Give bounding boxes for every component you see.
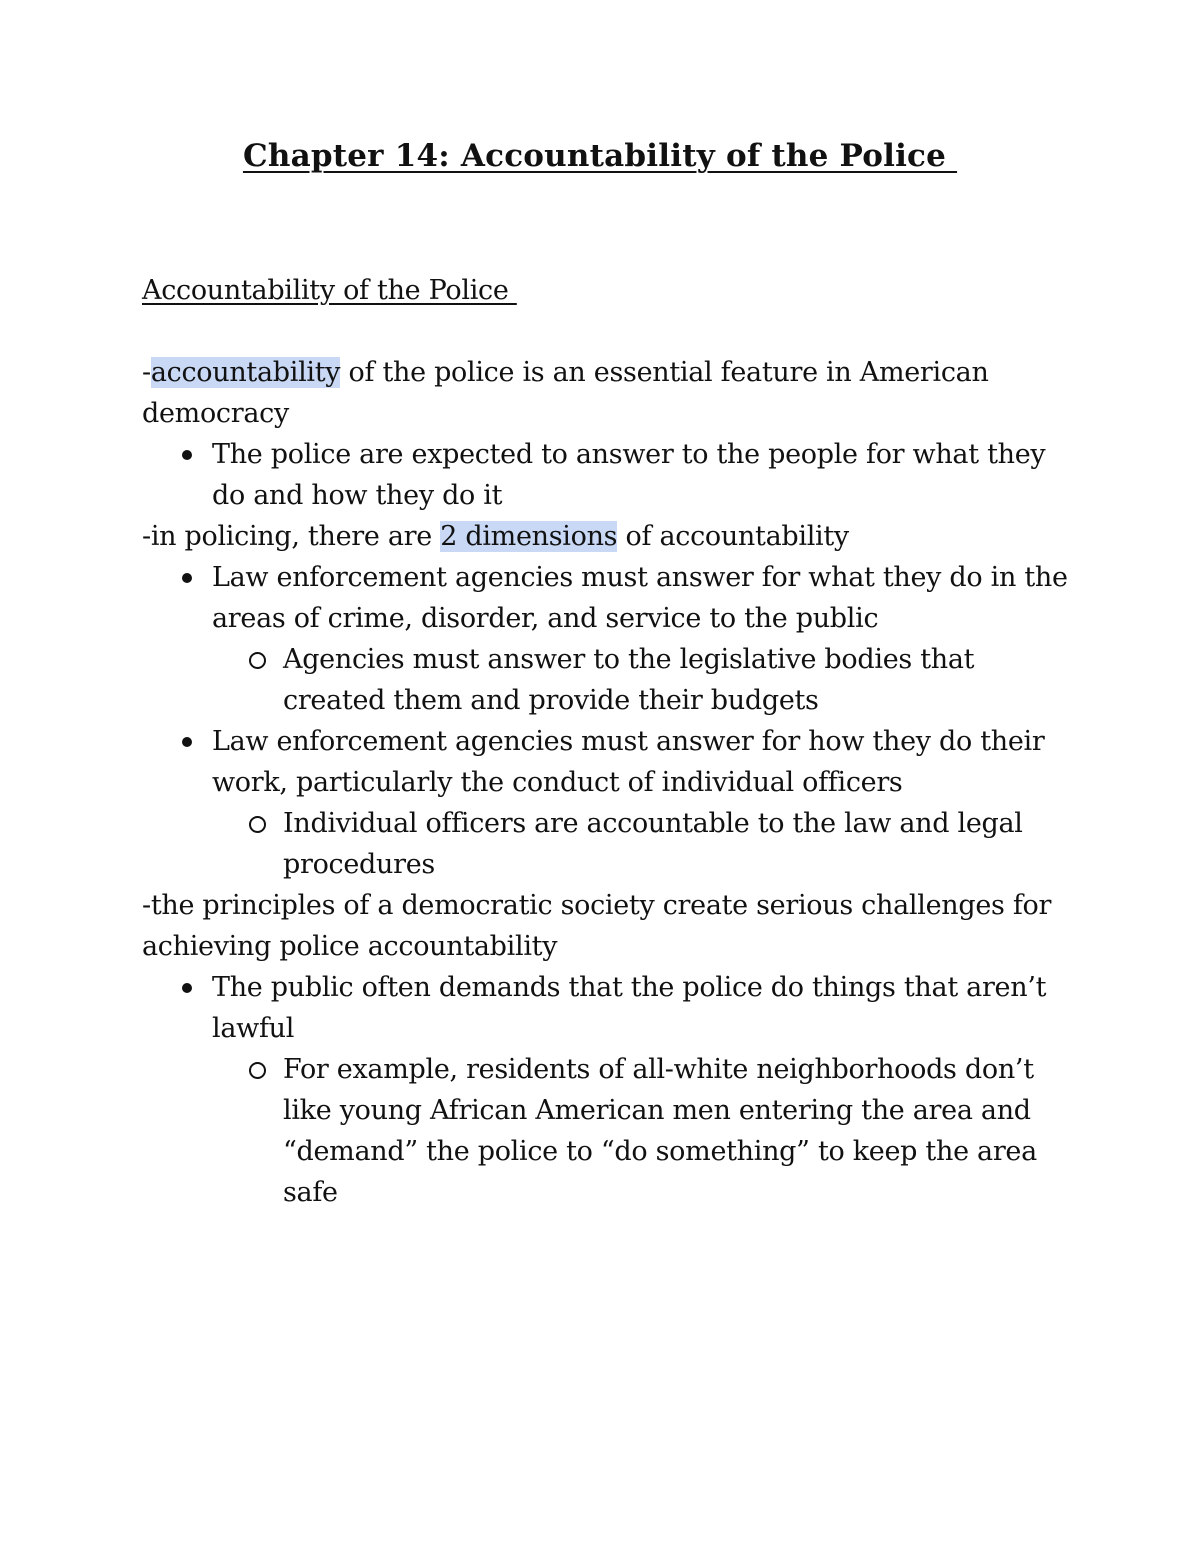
bullet-item: Law enforcement agencies must answer for how they do their work, particularly the conduct of individual officers xyxy=(142,721,1072,803)
sub-bullet-item: Agencies must answer to the legislative bodies that created them and provide their budgets xyxy=(142,639,1072,721)
blank-line xyxy=(142,311,1072,352)
paragraph-prefix: -in policing, there are xyxy=(142,521,441,552)
sub-bullet-item: Individual officers are accountable to the law and legal procedures xyxy=(142,803,1072,885)
highlighted-term: accountability xyxy=(150,357,341,388)
bullet-list xyxy=(142,967,1072,1213)
sub-bullet-item: For example, residents of all-white neighborhoods don’t like young African American men entering the area and “demand” the police to “do something” to keep the area safe xyxy=(142,1049,1072,1213)
highlighted-term: 2 dimensions xyxy=(440,521,618,552)
bullet-item: Law enforcement agencies must answer for what they do in the areas of crime, disorder, and service to the public xyxy=(142,557,1072,639)
paragraph-accountability xyxy=(142,352,1072,434)
paragraph-text: of accountability xyxy=(617,521,849,552)
paragraph-text: of the police is an essential feature in American democracy xyxy=(142,357,989,429)
paragraph-dimensions xyxy=(142,516,1072,557)
section-heading: Accountability of the Police xyxy=(142,275,517,306)
bullet-list xyxy=(142,557,1072,885)
paragraph-principles: -the principles of a democratic society create serious challenges for achieving police accountability xyxy=(142,890,1052,962)
paragraph-prefix: - xyxy=(142,357,151,388)
page-title: Chapter 14: Accountability of the Police xyxy=(242,138,958,174)
bullet-item: The public often demands that the police do things that aren’t lawful xyxy=(142,967,1072,1049)
document-body xyxy=(142,270,1072,1213)
bullet-item: The police are expected to answer to the people for what they do and how they do it xyxy=(142,434,1072,516)
bullet-list xyxy=(142,434,1072,516)
